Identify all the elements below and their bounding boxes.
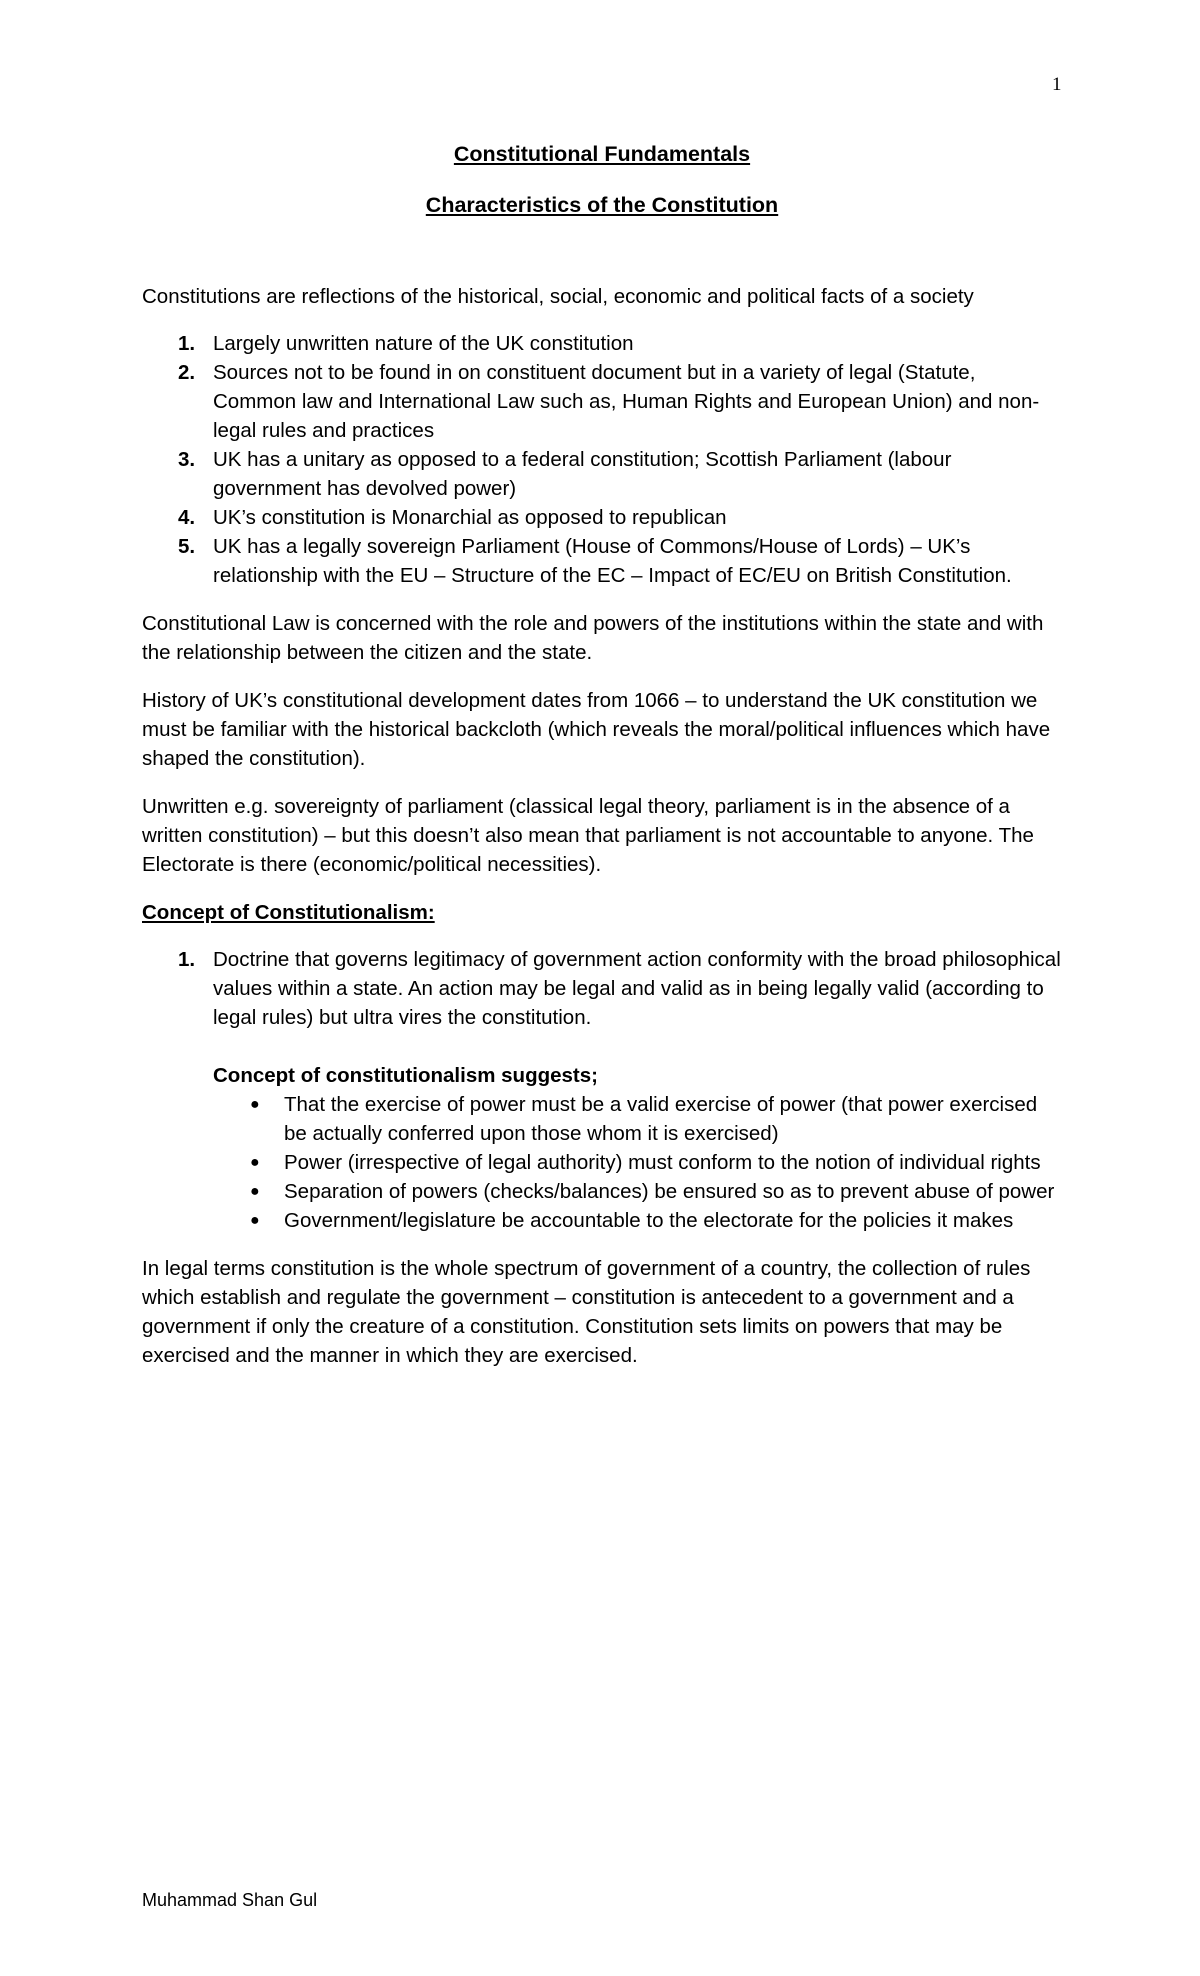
bullet-icon: ● <box>250 1096 260 1113</box>
bullet-icon: ● <box>250 1212 260 1229</box>
list-item <box>142 503 1062 532</box>
list-number: 3. <box>178 448 196 471</box>
paragraph-closing: In legal terms constitution is the whole spectrum of government of a country, the collection of rules which establish and regulate the government – constitution is antecedent to a government and a government if only the creature of a constitution. Constitution sets limits on powers that may be exercised and the manner in which they are exercised. <box>142 1257 1031 1367</box>
document-title: Constitutional Fundamentals <box>453 142 751 166</box>
constitutionalism-list <box>142 945 1062 1032</box>
list-item <box>142 532 1062 590</box>
constitutionalism-suggests-heading: Concept of constitutionalism suggests; <box>213 1064 598 1087</box>
list-number: 4. <box>178 506 196 529</box>
paragraph-constitutional-law: Constitutional Law is concerned with the role and powers of the institutions within the state and with the relationship between the citizen and the state. <box>142 612 1044 664</box>
bullet-text: Separation of powers (checks/balances) be ensured so as to prevent abuse of power <box>284 1180 1055 1203</box>
bullet-item <box>213 1148 1062 1177</box>
characteristics-list <box>142 329 1062 590</box>
bullet-item <box>213 1206 1062 1235</box>
bullet-text: Government/legislature be accountable to the electorate for the policies it makes <box>284 1209 1014 1232</box>
list-item-text: UK’s constitution is Monarchial as opposed to republican <box>213 506 727 529</box>
constitutionalism-bullet-list <box>213 1090 1062 1235</box>
list-item-text: Largely unwritten nature of the UK constitution <box>213 332 634 355</box>
list-item <box>142 358 1062 445</box>
list-item-text: UK has a legally sovereign Parliament (House of Commons/House of Lords) – UK’s relationship with the EU – Structure of the EC – Impact of EC/EU on British Constitution. <box>213 535 1012 587</box>
list-item <box>142 445 1062 503</box>
list-item <box>142 329 1062 358</box>
footer-author: Muhammad Shan Gul <box>142 1890 318 1910</box>
document-body <box>142 140 1062 1370</box>
list-item-text: Sources not to be found in on constituent document but in a variety of legal (Statute, Common law and International Law such as, Human Rights and European Union) and non-legal rules and practices <box>213 361 1040 442</box>
bullet-text: Power (irrespective of legal authority) must conform to the notion of individual rights <box>284 1151 1041 1174</box>
list-item <box>142 945 1062 1032</box>
bullet-text: That the exercise of power must be a valid exercise of power (that power exercised be actually conferred upon those whom it is exercised) <box>284 1093 1038 1145</box>
paragraph-unwritten: Unwritten e.g. sovereignty of parliament (classical legal theory, parliament is in the absence of a written constitution) – but this doesn’t also mean that parliament is not accountable to anyone. The Electorate is there (economic/political necessities). <box>142 795 1034 876</box>
bullet-item <box>213 1177 1062 1206</box>
list-number: 1. <box>178 948 196 971</box>
list-item-text: UK has a unitary as opposed to a federal constitution; Scottish Parliament (labour government has devolved power) <box>213 448 952 500</box>
bullet-icon: ● <box>250 1183 260 1200</box>
paragraph-history: History of UK’s constitutional development dates from 1066 – to understand the UK constitution we must be familiar with the historical backcloth (which reveals the moral/political influences which have shaped the constitution). <box>142 689 1051 770</box>
list-number: 2. <box>178 361 196 384</box>
section-heading-constitutionalism: Concept of Constitutionalism: <box>142 901 435 924</box>
bullet-icon: ● <box>250 1154 260 1171</box>
intro-paragraph: Constitutions are reflections of the historical, social, economic and political facts of a society <box>142 285 974 308</box>
list-number: 1. <box>178 332 196 355</box>
list-item-text: Doctrine that governs legitimacy of government action conformity with the broad philosophical values within a state. An action may be legal and valid as in being legally valid (according to legal rules) but ultra vires the constitution. <box>213 948 1061 1029</box>
bullet-item <box>213 1090 1062 1148</box>
list-number: 5. <box>178 535 196 558</box>
page-number: 1 <box>1052 74 1062 95</box>
document-subtitle: Characteristics of the Constitution <box>425 193 779 217</box>
